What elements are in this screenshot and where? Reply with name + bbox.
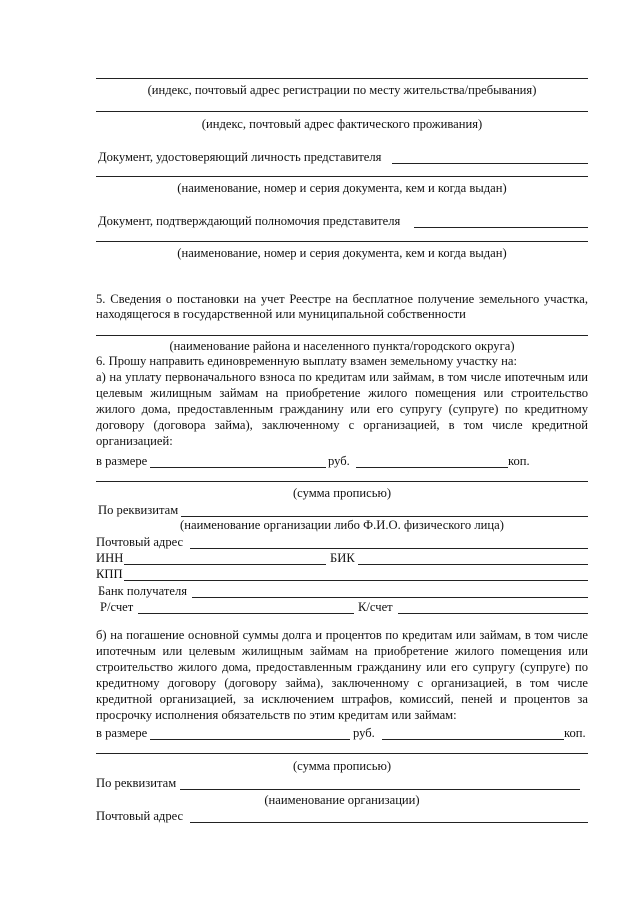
amount-b-words-caption: (сумма прописью): [292, 759, 392, 773]
registration-address-line[interactable]: [96, 78, 588, 79]
authority-document-label: Документ, подтверждающий полномочия представителя: [98, 214, 401, 228]
requisites-a-field[interactable]: [181, 516, 588, 517]
amount-b-rub-label: руб.: [353, 726, 375, 740]
section5-district-line[interactable]: [96, 335, 588, 336]
ks-field[interactable]: [398, 613, 588, 614]
amount-a-words-line[interactable]: [96, 481, 588, 482]
identity-document-line-2[interactable]: [96, 176, 588, 177]
identity-document-field[interactable]: [392, 163, 588, 164]
amount-b-label: в размере: [96, 726, 148, 740]
amount-b-words-line[interactable]: [96, 753, 588, 754]
amount-a-words-caption: (сумма прописью): [292, 486, 392, 500]
requisites-a-caption: (наименование организации либо Ф.И.О. физического лица): [180, 518, 504, 532]
authority-document-caption: (наименование, номер и серия документа, кем и когда выдан): [177, 246, 507, 260]
section6a-line: целевым жилищным займам на приобретение жилого помещения или строительство: [96, 386, 588, 400]
bank-field[interactable]: [192, 597, 588, 598]
requisites-a-label: По реквизитам: [98, 503, 179, 517]
identity-document-caption: (наименование, номер и серия документа, кем и когда выдан): [177, 181, 507, 195]
section6b-line: просрочку исполнения обязательств по этим кредитам или займам:: [96, 708, 457, 722]
requisites-b-label: По реквизитам: [96, 776, 177, 790]
inn-field[interactable]: [124, 564, 326, 565]
amount-b-rub-field[interactable]: [150, 739, 350, 740]
rs-field[interactable]: [138, 613, 354, 614]
authority-document-field[interactable]: [414, 227, 588, 228]
section6a-line: а) на уплату первоначального взноса по кредитам или займам, в том числе ипотечным или: [96, 370, 588, 384]
identity-document-label: Документ, удостоверяющий личность представителя: [98, 150, 382, 164]
postal-a-field[interactable]: [190, 548, 588, 549]
section6b-line: б) на погашение основной суммы долга и процентов по кредитам или займам, в том числе: [96, 628, 588, 642]
section5-text-line2: находящегося в государственной или муниципальной собственности: [96, 307, 466, 321]
amount-a-rub-label: руб.: [328, 454, 350, 468]
section5-district-caption: (наименование района и населенного пункта/городского округа): [169, 339, 515, 353]
ks-label: К/счет: [358, 600, 393, 614]
section6a-line: организацией:: [96, 434, 173, 448]
postal-a-label: Почтовый адрес: [96, 535, 184, 549]
postal-b-label: Почтовый адрес: [96, 809, 184, 823]
section5-text-line1: 5. Сведения о постановки на учет Реестре на бесплатное получение земельного участка,: [96, 292, 588, 306]
section6a-line: договору (договора займа), заключенному с организацией, в том числе кредитной: [96, 418, 588, 432]
requisites-b-caption: (наименование организации): [264, 793, 420, 807]
section6b-line: кредитной организацией, за исключением штрафов, комиссий, пеней и процентов за: [96, 692, 588, 706]
bank-label: Банк получателя: [98, 584, 188, 598]
bik-field[interactable]: [358, 564, 588, 565]
inn-label: ИНН: [96, 551, 124, 565]
rs-label: Р/счет: [100, 600, 134, 614]
authority-document-line-2[interactable]: [96, 241, 588, 242]
section6b-line: кредитному договору (договору займа), заключенному с организацией, в том числе: [96, 676, 588, 690]
amount-a-label: в размере: [96, 454, 148, 468]
amount-b-kop-field[interactable]: [382, 739, 564, 740]
bik-label: БИК: [330, 551, 355, 565]
section6b-line: ипотечным или целевым жилищным займам на приобретение жилого помещения или: [96, 644, 588, 658]
amount-a-kop-label: коп.: [508, 454, 530, 468]
section6b-line: строительство жилого дома, предоставленным гражданину или его супругу (супруге) по: [96, 660, 588, 674]
amount-a-rub-field[interactable]: [150, 467, 326, 468]
section6-title: 6. Прошу направить единовременную выплату взамен земельному участку на:: [96, 354, 517, 368]
section6a-line: жилого дома, предоставленным гражданину или его супругу (супруге) по кредитному: [96, 402, 588, 416]
actual-address-line[interactable]: [96, 111, 588, 112]
amount-a-kop-field[interactable]: [356, 467, 508, 468]
kpp-label: КПП: [96, 567, 123, 581]
requisites-b-field[interactable]: [180, 789, 580, 790]
amount-b-kop-label: коп.: [564, 726, 586, 740]
actual-address-caption: (индекс, почтовый адрес фактического проживания): [201, 117, 483, 131]
postal-b-field[interactable]: [190, 822, 588, 823]
kpp-field[interactable]: [124, 580, 588, 581]
registration-address-caption: (индекс, почтовый адрес регистрации по месту жительства/пребывания): [147, 83, 537, 97]
